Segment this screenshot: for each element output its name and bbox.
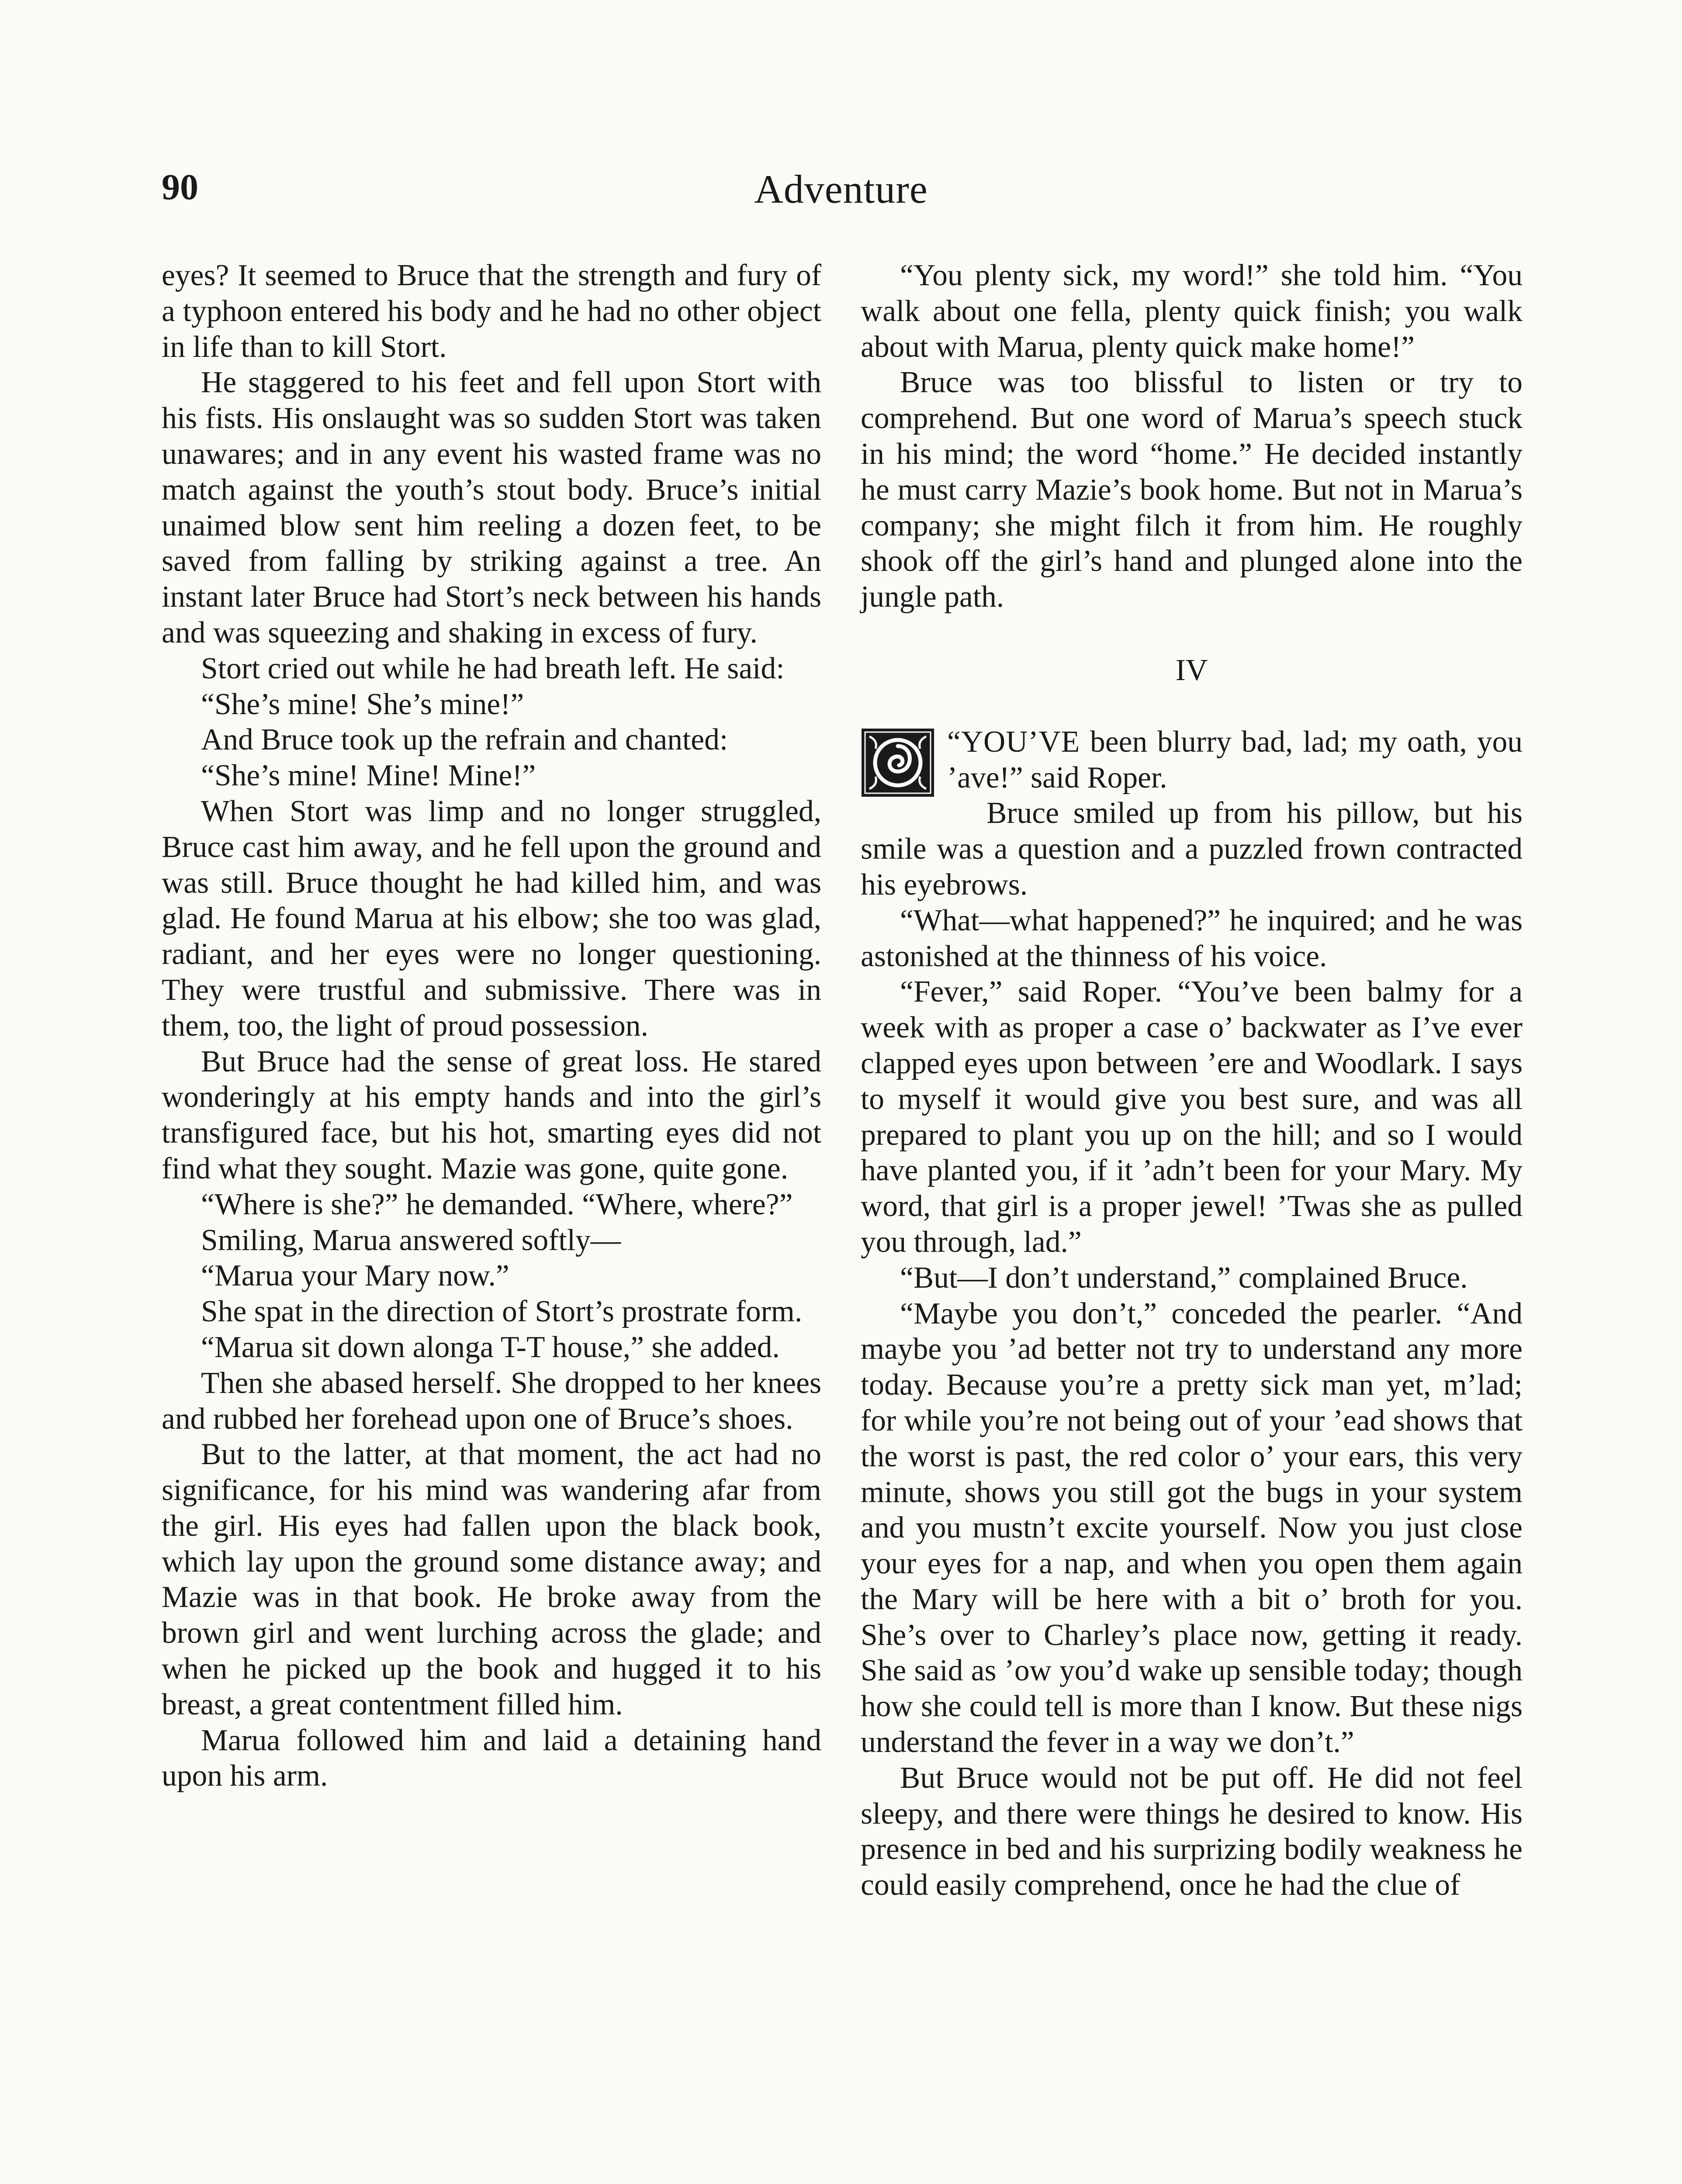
paragraph: But Bruce had the sense of great loss. He stared wonderingly at his empty hands and into the girl’s transfigured face, but his hot, smarting eyes did not find what they sought. Mazie was gone, quite gone.: [162, 1044, 821, 1185]
paragraph: “Maybe you don’t,” conceded the pearler. “And maybe you ’ad better not try to understand any more today. Because you’re a pretty sick man yet, m’lad; for while you’re not being out of your ’ead shows that the worst is past, the red color o’ your ears, this very minute, shows you still got the bugs in your system and you mustn’t excite yourself. Now you just close your eyes for a nap, and when you open them again the Mary will be here with a bit o’ broth for you. She’s over to Charley’s place now, getting it ready. She said as ’ow you’d wake up sensible today; though how she could tell is more than I know. But these nigs understand the fever in a way we don’t.”: [861, 1296, 1523, 1759]
left-column: [162, 258, 821, 1794]
lead-word: “YOU’VE: [947, 725, 1080, 759]
paragraph: Bruce smiled up from his pillow, but his smile was a question and a puzzled frown contracted his eyebrows.: [861, 796, 1523, 902]
paragraph: “She’s mine! Mine! Mine!”: [201, 759, 536, 793]
paragraph: And Bruce took up the refrain and chanted:: [201, 723, 728, 757]
paragraph: eyes? It seemed to Bruce that the strength and fury of a typhoon entered his body and he had no other object in life than to kill Stort.: [162, 259, 821, 364]
paragraph: “Marua your Mary now.”: [201, 1259, 509, 1293]
paragraph: “Fever,” said Roper. “You’ve been balmy for a week with as proper a case o’ backwater as I’ve ever clapped eyes upon between ’ere and Woodlark. I says to myself it would give you best sure, and was all prepared to plant you up on the hill; and so I would have planted you, if it ’adn’t been for your Mary. My word, that girl is a proper jewel! ’Twas she as pulled you through, lad.”: [861, 975, 1523, 1259]
paragraph: Then she abased herself. She dropped to her knees and rubbed her forehead upon one of Bruce’s shoes.: [162, 1366, 821, 1436]
paragraph: “What—what happened?” he inquired; and he was astonished at the thinness of his voice.: [861, 903, 1523, 973]
paragraph: But Bruce would not be put off. He did not feel sleepy, and there were things he desired to know. His presence in bed and his surprizing bodily weakness he could easily comprehend, once he had the clue of: [861, 1761, 1523, 1902]
paragraph: “Where is she?” he demanded. “Where, where?”: [201, 1187, 793, 1221]
ornament-icon: [861, 728, 935, 798]
paragraph: She spat in the direction of Stort’s prostrate form.: [201, 1295, 803, 1329]
paragraph: Smiling, Marua answered softly—: [201, 1223, 621, 1257]
paragraph-text: been blurry bad, lad; my oath, you ’ave!” said Roper.: [947, 725, 1523, 795]
paragraph: When Stort was limp and no longer struggled, Bruce cast him away, and he fell upon the ground and was still. Bruce thought he had killed him, and was glad. He found Marua at his elbow; she too was glad, radiant, and her eyes were no longer questioning. They were trustful and submissive. There was in them, too, the light of proud possession.: [162, 794, 821, 1043]
magazine-title: Adventure: [754, 167, 928, 211]
paragraph: Bruce was too blissful to listen or try to comprehend. But one word of Marua’s speech stuck in his mind; the word “home.” He decided instantly he must carry Mazie’s book home. But not in Marua’s company; she might filch it from him. He roughly shook off the girl’s hand and plunged alone into the jungle path.: [861, 366, 1523, 614]
section-heading: IV: [1175, 653, 1208, 687]
paragraph: “You plenty sick, my word!” she told him. “You walk about one fella, plenty quick finish; you walk about with Marua, plenty quick make home!”: [861, 259, 1523, 364]
opening-paragraph: [861, 724, 1523, 796]
paragraph: He staggered to his feet and fell upon Stort with his fists. His onslaught was so sudden Stort was taken unawares; and in any event his wasted frame was no match against the youth’s stout body. Bruce’s initial unaimed blow sent him reeling a dozen feet, to be saved from falling by striking against a tree. An instant later Bruce had Stort’s neck between his hands and was squeezing and shaking in excess of fury.: [162, 366, 821, 650]
page-header: [162, 166, 1520, 223]
paragraph: “Marua sit down alonga T-T house,” she added.: [201, 1330, 780, 1364]
paragraph: But to the latter, at that moment, the act had no significance, for his mind was wandering afar from the girl. His eyes had fallen upon the black book, which lay upon the ground some distance away; and Mazie was in that book. He broke away from the brown girl and went lurching across the glade; and when he picked up the book and hugged it to his breast, a great contentment filled him.: [162, 1438, 821, 1721]
paragraph: Stort cried out while he had breath left. He said:: [201, 651, 785, 685]
paragraph: Marua followed him and laid a detaining hand upon his arm.: [162, 1723, 821, 1793]
paragraph: “She’s mine! She’s mine!”: [201, 687, 524, 721]
page-number: 90: [162, 167, 198, 207]
right-column: [861, 258, 1523, 1903]
paragraph: “But—I don’t understand,” complained Bruce.: [900, 1261, 1468, 1295]
